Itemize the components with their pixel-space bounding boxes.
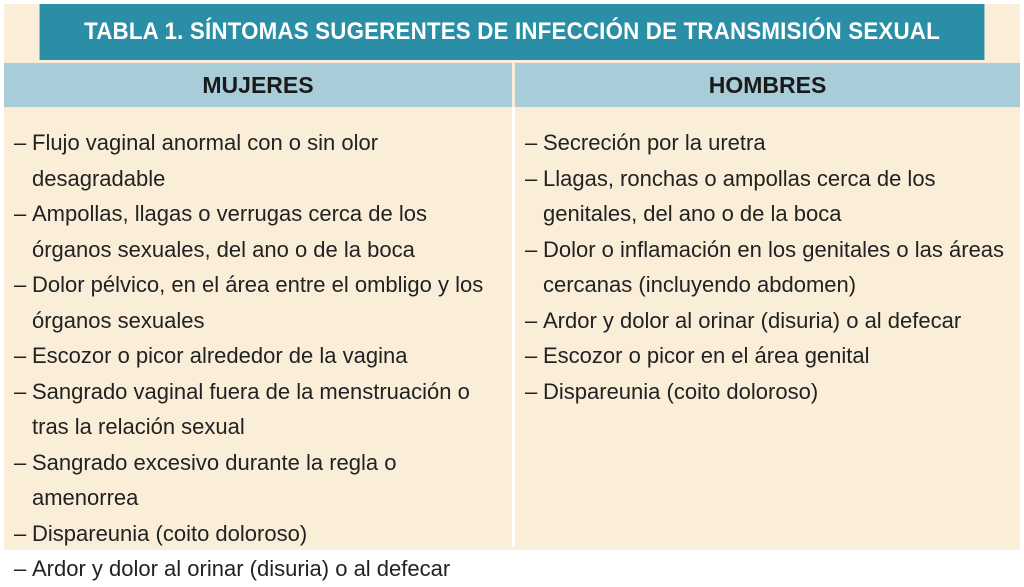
women-symptom-list [14, 125, 506, 587]
men-symptom-list [525, 125, 1014, 409]
list-item [525, 303, 1014, 339]
list-item [14, 551, 506, 587]
list-item [525, 374, 1014, 410]
header-men: HOMBRES [515, 63, 1020, 107]
symptom-text: Sangrado vaginal fuera de la menstruación o tras la relación sexual [32, 378, 470, 439]
symptom-text: Ardor y dolor al orinar (disuria) o al defecar [32, 556, 451, 581]
symptom-text: Escozor o picor en el área genital [543, 343, 870, 368]
list-item [525, 161, 1014, 232]
bullet-dash: – [14, 343, 27, 368]
list-item [14, 125, 506, 196]
bullet-dash: – [14, 130, 27, 155]
symptoms-table [4, 4, 1020, 581]
bullet-dash: – [14, 201, 27, 226]
symptom-text: Dolor pélvico, en el área entre el ombligo y los órganos sexuales [32, 272, 484, 333]
symptom-text: Ardor y dolor al orinar (disuria) o al defecar [543, 307, 962, 333]
header-row [4, 63, 1020, 107]
bullet-dash: – [14, 272, 27, 297]
list-item [14, 445, 506, 516]
list-item [14, 374, 506, 445]
list-item [14, 196, 506, 267]
table-title: TABLA 1. SÍNTOMAS SUGERENTES DE INFECCIÓN DE TRANSMISIÓN SEXUAL [40, 4, 985, 60]
bullet-dash: – [525, 165, 538, 191]
list-item [14, 267, 506, 338]
bullet-dash: – [525, 378, 538, 404]
bullet-dash: – [14, 520, 27, 546]
list-item [525, 338, 1014, 374]
bullet-dash: – [14, 378, 27, 404]
symptom-text: Escozor o picor alrededor de la vagina [32, 343, 408, 368]
list-item [14, 516, 506, 552]
bullet-dash: – [14, 556, 27, 581]
header-women: MUJERES [4, 63, 512, 107]
symptom-text: Ampollas, llagas o verrugas cerca de los órganos sexuales, del ano o de la boca [32, 201, 427, 262]
symptom-text: Flujo vaginal anormal con o sin olor desagradable [32, 130, 379, 191]
body-row [4, 107, 1020, 581]
list-item [525, 125, 1014, 161]
symptom-text: Llagas, ronchas o ampollas cerca de los genitales, del ano o de la boca [543, 165, 936, 226]
symptom-text: Secreción por la uretra [543, 130, 766, 155]
symptom-text: Dispareunia (coito doloroso) [543, 378, 819, 404]
bullet-dash: – [525, 307, 538, 333]
list-item [14, 338, 506, 374]
symptom-text: Sangrado excesivo durante la regla o amenorrea [32, 449, 397, 510]
symptom-text: Dolor o inflamación en los genitales o las áreas cercanas (incluyendo abdomen) [543, 236, 1005, 297]
bullet-dash: – [525, 343, 538, 368]
men-column [515, 107, 1020, 547]
bullet-dash: – [525, 236, 538, 262]
list-item [525, 232, 1014, 303]
symptom-text: Dispareunia (coito doloroso) [32, 520, 308, 546]
bullet-dash: – [525, 130, 538, 155]
bullet-dash: – [14, 449, 27, 475]
women-column [4, 107, 512, 581]
